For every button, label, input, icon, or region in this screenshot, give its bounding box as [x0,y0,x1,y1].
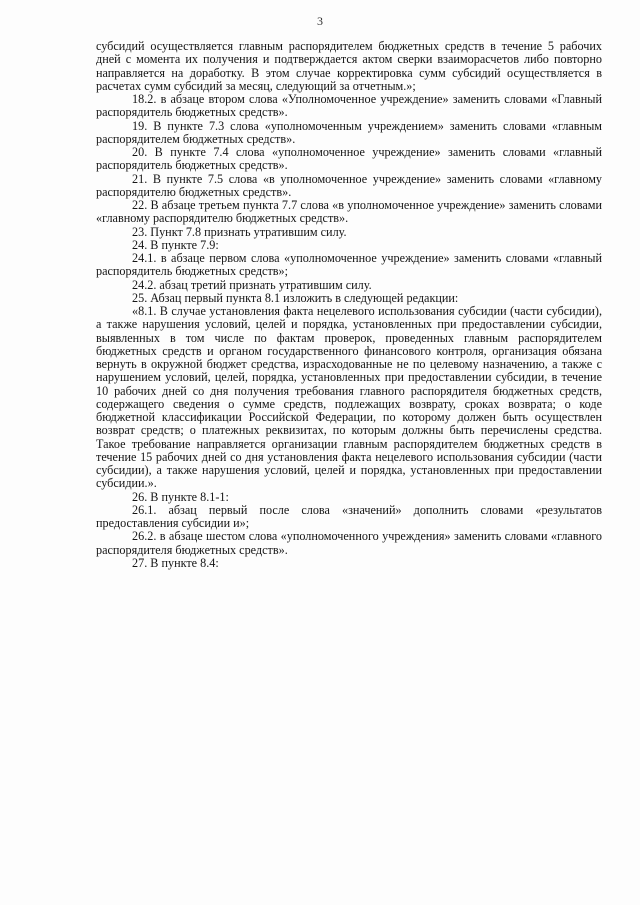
paragraph: 27. В пункте 8.4: [132,555,219,570]
paragraph: субсидий осуществляется главным распорядителем бюджетных средств в течение 5 рабочих дней с момента их получения и подтверждается актом сверки взаиморасчетов либо повторно направляется на доработку. В этом случае корректировка сумм субсидий осуществляется в расчетах сумм субсидий за месяц, следующий за отчетным.»; [96,39,602,93]
paragraph: 23. Пункт 7.8 признать утратившим силу. [132,224,347,239]
paragraph: «8.1. В случае установления факта нецелевого использования субсидии (части субсидии), а также нарушения условий, целей и порядка, установленных при предоставлении субсидии, выявленных в том числе по фактам проверок, проведенных главным распорядителем бюджетных средств и органом государственного финансового контроля, организация обязана вернуть в окружной бюджет средства, израсходованные не по целевому назначению, а также с нарушением условий, целей, порядка, установленных при предоставлении субсидии, в течение 10 рабочих дней со дня получения требования главного распорядителя бюджетных средств, содержащего сведения о сумме средств, подлежащих возврату, сроках возврата; о коде бюджетной классификации Российской Федерации, по которому должен быть осуществлен возврат средств; о платежных реквизитах, по которым должны быть перечислены средства. Такое требование направляется организации главным распорядителем бюджетных средств в течение 15 рабочих дней со дня установления факта нецелевого использования субсидии (части субсидии), а также нарушения условий, целей и порядка, установленных при предоставлении субсидии.». [96,304,602,491]
paragraph: 26. В пункте 8.1-1: [132,489,229,504]
paragraph: 22. В абзаце третьем пункта 7.7 слова «в уполномоченное учреждение» заменить словами «главному распорядителю бюджетных средств». [96,198,602,226]
paragraph: 24. В пункте 7.9: [132,237,219,252]
paragraph: 24.2. абзац третий признать утратившим силу. [132,277,372,292]
paragraph: 18.2. в абзаце втором слова «Уполномоченное учреждение» заменить словами «Главный распорядитель бюджетных средств». [96,92,602,120]
paragraph: 20. В пункте 7.4 слова «уполномоченное учреждение» заменить словами «главный распорядитель бюджетных средств». [96,145,602,173]
paragraph: 26.2. в абзаце шестом слова «уполномоченного учреждения» заменить словами «главного распорядителя бюджетных средств». [96,529,602,557]
paragraph: 24.1. в абзаце первом слова «уполномоченное учреждение» заменить словами «главный распорядитель бюджетных средств»; [96,251,602,279]
paragraph: 19. В пункте 7.3 слова «уполномоченным учреждением» заменить словами «главным распорядителем бюджетных средств». [96,118,602,146]
paragraph: 25. Абзац первый пункта 8.1 изложить в следующей редакции: [132,290,459,305]
paragraph: 21. В пункте 7.5 слова «в уполномоченное учреждение» заменить словами «главному распорядителю бюджетных средств». [96,171,602,199]
document-body [96,40,602,570]
paragraph: 26.1. абзац первый после слова «значений» дополнить словами «результатов предоставления субсидии и»; [96,502,602,530]
page-number: 3 [317,14,323,28]
